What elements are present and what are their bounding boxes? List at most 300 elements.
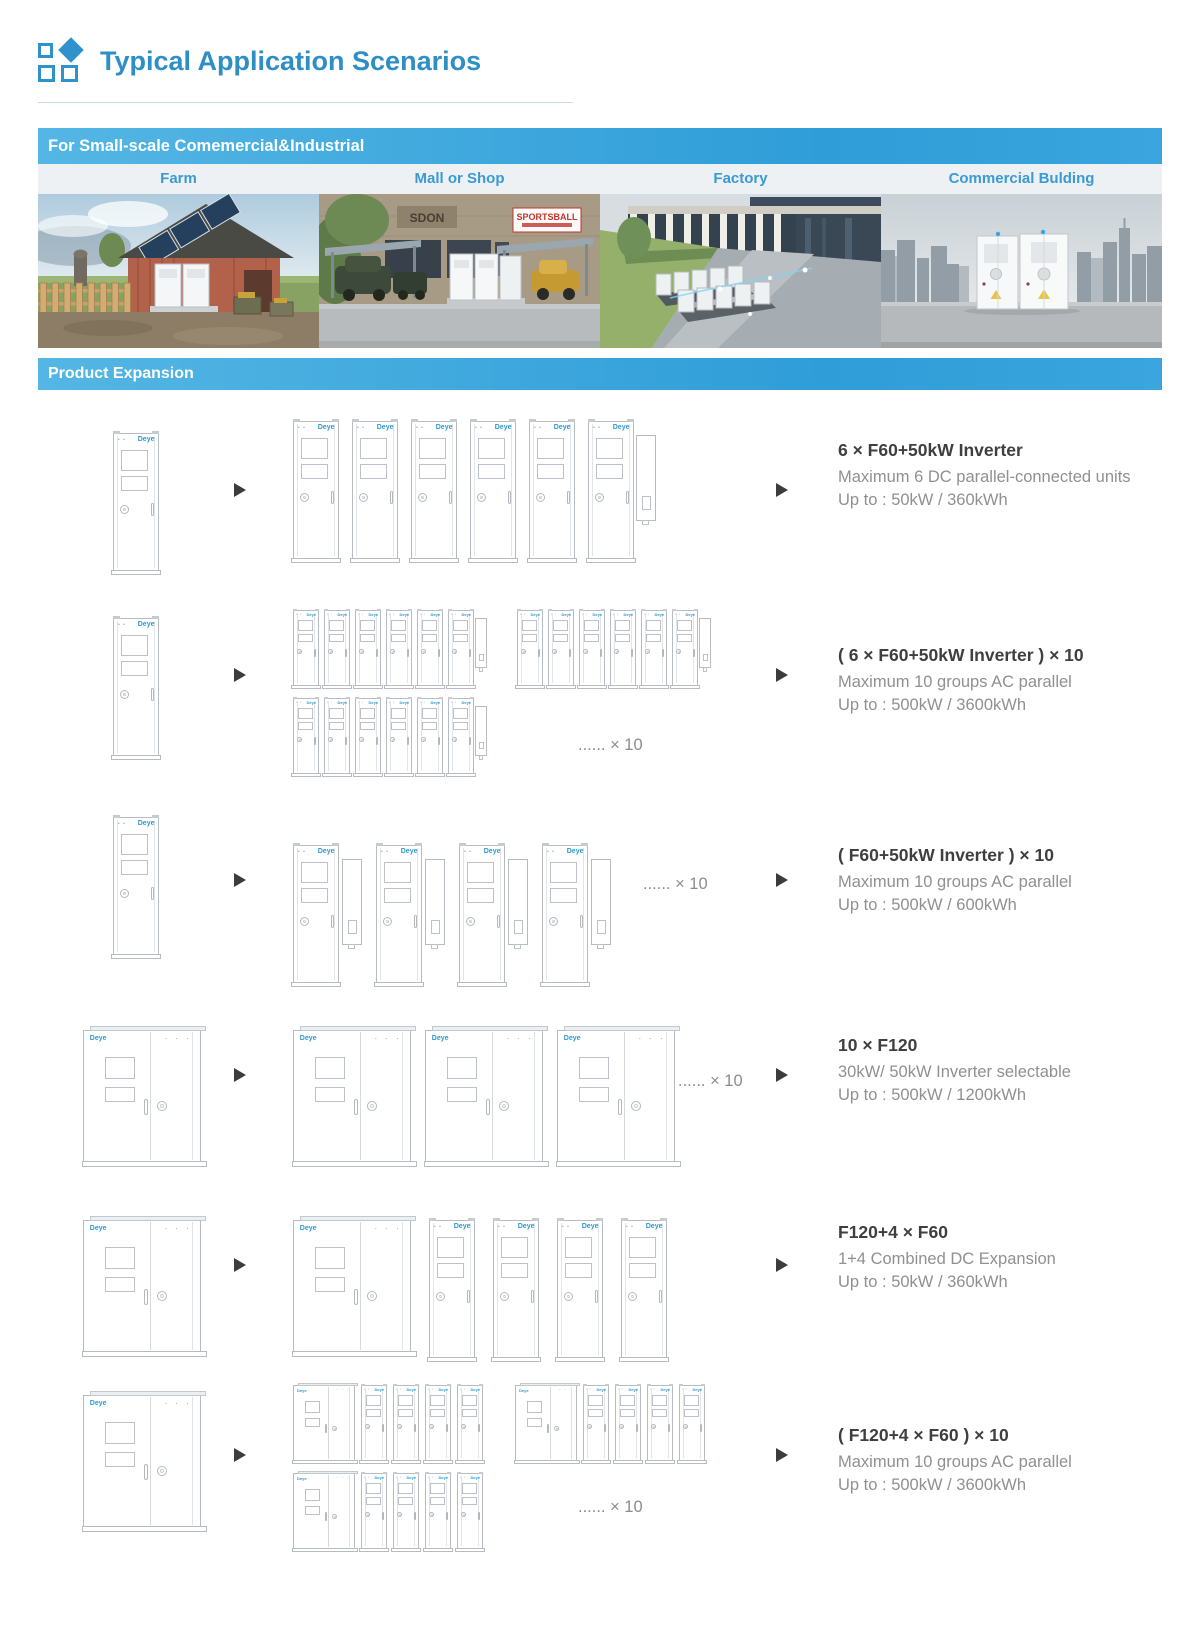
door-line <box>328 1475 329 1548</box>
cabinet-base <box>670 685 700 689</box>
cabinet-lid <box>564 1026 680 1031</box>
vent-panel <box>620 1395 635 1406</box>
door-handle <box>414 1512 416 1520</box>
cabinet-lid <box>298 1471 358 1474</box>
vent-panel <box>105 1087 135 1103</box>
brand-logo-label: Deye <box>692 1387 703 1393</box>
frame-line <box>474 424 475 556</box>
expansion-title: F120+4 × F60 <box>838 1222 948 1242</box>
cabinet-base <box>639 685 669 689</box>
brand-logo-label: Deye <box>645 1223 663 1231</box>
inverter-illustration <box>475 618 487 668</box>
vent-panel <box>462 1483 477 1494</box>
vent-panel <box>298 620 313 631</box>
frame-line <box>192 1032 193 1159</box>
lock-knob <box>683 1424 688 1429</box>
screw-dots: · · · <box>506 1033 534 1043</box>
screw-dots: • • <box>364 1475 371 1480</box>
lifting-cap <box>457 1472 461 1474</box>
vent-panel <box>366 1395 381 1406</box>
lifting-cap <box>627 419 634 422</box>
vent-panel <box>684 1409 699 1417</box>
lifting-cap <box>641 609 645 611</box>
frame-line <box>380 848 381 980</box>
brand-logo-label: Deye <box>297 1476 307 1482</box>
farm-photo <box>38 194 319 348</box>
lock-knob <box>328 737 333 742</box>
brand-logo-label: Deye <box>299 1224 317 1232</box>
lifting-cap <box>679 1384 683 1386</box>
lifting-cap <box>588 419 595 422</box>
expansion-cluster-illustration <box>293 1220 667 1370</box>
lifting-cap <box>448 697 452 699</box>
cabinet-slim-illustration <box>493 1220 539 1358</box>
cabinet-wide-illustration <box>557 1030 675 1162</box>
lifting-cap <box>393 1384 397 1386</box>
vent-panel <box>537 438 564 458</box>
brand-logo-label: Deye <box>623 612 634 618</box>
cabinet-base <box>322 773 352 777</box>
section-squares-icon <box>38 40 88 88</box>
brand-logo-label: Deye <box>374 1387 385 1393</box>
cabinet-slim-illustration <box>621 1220 667 1358</box>
door-handle <box>659 1290 662 1303</box>
cabinet-slim-illustration <box>615 1385 641 1461</box>
expansion-desc: 1+4 Combined DC Expansion <box>838 1250 1056 1268</box>
vent-panel <box>298 634 313 642</box>
inverter-part <box>597 944 603 949</box>
vent-panel <box>453 722 468 730</box>
screw-dots: · · · <box>164 1223 192 1233</box>
brand-logo-label: Deye <box>368 700 379 706</box>
lifting-cap <box>450 419 457 422</box>
brand-logo-label: Deye <box>297 1388 307 1394</box>
cabinet-base <box>619 1357 669 1362</box>
frame-line <box>402 1032 403 1159</box>
frame-line <box>154 436 155 568</box>
screw-dots: • • <box>682 1387 689 1392</box>
lock-knob <box>297 737 302 742</box>
lock-knob <box>436 1292 445 1301</box>
arrow-right-icon <box>234 873 246 887</box>
vent-panel <box>527 1418 543 1427</box>
lock-knob <box>631 1101 641 1111</box>
door-handle <box>547 1424 549 1433</box>
frame-line <box>117 820 118 952</box>
mall-scene-illustration <box>319 194 600 348</box>
vent-panel <box>419 438 446 458</box>
screw-dots: • • <box>415 424 424 431</box>
lifting-cap <box>579 609 583 611</box>
cabinet-slim-illustration <box>417 698 443 774</box>
inverter-part <box>597 920 606 933</box>
screw-dots: • • <box>551 612 558 617</box>
vent-panel <box>537 464 564 479</box>
lock-knob <box>300 917 309 926</box>
lifting-cap <box>479 1472 483 1474</box>
expansion-desc: Maximum 6 DC parallel-connected units <box>838 468 1131 486</box>
expansion-desc: Maximum 10 groups AC parallel <box>838 873 1072 891</box>
door-handle <box>438 737 440 745</box>
vent-panel <box>315 1277 345 1293</box>
cabinet-base <box>322 685 352 689</box>
door-line <box>360 1222 361 1349</box>
arrow-right-icon <box>776 1068 788 1082</box>
door-line <box>492 1032 493 1159</box>
lock-knob <box>583 649 588 654</box>
vent-panel <box>398 1483 413 1494</box>
cabinet-lid <box>300 1026 416 1031</box>
lifting-cap <box>425 1472 429 1474</box>
lifting-cap <box>596 1218 603 1221</box>
vent-panel <box>398 1409 413 1417</box>
lock-knob <box>367 1101 377 1111</box>
lifting-cap <box>393 1472 397 1474</box>
door-handle <box>595 1290 598 1303</box>
frame-line <box>533 424 534 556</box>
vent-panel <box>447 1087 477 1103</box>
lifting-cap <box>610 609 614 611</box>
frame-line <box>433 1223 434 1355</box>
lock-knob <box>587 1424 592 1429</box>
lifting-cap <box>113 431 120 434</box>
cabinet-base <box>556 1161 681 1167</box>
lock-knob <box>157 1466 167 1476</box>
screw-dots: • • <box>497 1223 506 1230</box>
frame-line <box>546 848 547 980</box>
screw-dots: • • <box>117 436 126 443</box>
door-handle <box>469 737 471 745</box>
screw-dots: • • <box>420 612 427 617</box>
brand-logo-label: Deye <box>581 1223 599 1231</box>
door-handle <box>567 491 570 504</box>
screw-dots: • • <box>618 1387 625 1392</box>
cabinet-slim-illustration <box>361 1473 387 1549</box>
arrow-right-icon <box>776 873 788 887</box>
vent-panel <box>329 722 344 730</box>
lifting-cap <box>415 843 422 846</box>
expansion-desc: Maximum 10 groups AC parallel <box>838 1453 1072 1471</box>
frame-line <box>625 1223 626 1355</box>
lifting-cap <box>542 843 549 846</box>
cabinet-base <box>424 1161 549 1167</box>
vent-panel <box>366 1483 381 1494</box>
vent-panel <box>615 634 630 642</box>
brand-logo-label: Deye <box>317 848 335 856</box>
lock-knob <box>595 493 604 502</box>
cabinet-base <box>423 1460 453 1464</box>
lifting-cap <box>672 609 676 611</box>
screw-dots: • • <box>428 1387 435 1392</box>
lifting-cap <box>355 697 359 699</box>
brand-logo-label: Deye <box>470 1475 481 1481</box>
lifting-cap <box>152 616 159 619</box>
door-handle <box>331 915 334 928</box>
door-handle <box>354 1099 358 1115</box>
cabinet-base <box>384 773 414 777</box>
door-line <box>150 1397 151 1524</box>
vent-panel <box>462 1395 477 1406</box>
door-handle <box>407 649 409 657</box>
cabinet-base <box>515 685 545 689</box>
vent-panel <box>646 634 661 642</box>
frame-line <box>192 1397 193 1524</box>
brand-logo-label: Deye <box>299 1034 317 1042</box>
inverter-part <box>348 944 354 949</box>
door-handle <box>414 1424 416 1432</box>
cabinet-slim-illustration <box>393 1473 419 1549</box>
expansion-cluster-illustration <box>293 610 711 786</box>
lock-knob <box>564 1292 573 1301</box>
cabinet-base <box>291 685 321 689</box>
multiplier-text: ...... × 10 <box>643 875 708 893</box>
door-line <box>150 1222 151 1349</box>
door-handle <box>478 1512 480 1520</box>
frame-line <box>154 621 155 753</box>
door-handle <box>604 1424 606 1432</box>
cabinet-base <box>613 1460 643 1464</box>
vent-panel <box>329 634 344 642</box>
screw-dots: · · · <box>374 1223 402 1233</box>
door-handle <box>376 737 378 745</box>
frame-line <box>356 424 357 556</box>
brand-logo-label: Deye <box>517 1223 535 1231</box>
screw-dots: • • <box>613 612 620 617</box>
vent-panel <box>596 464 623 479</box>
expansion-capacity: Up to : 500kW / 3600kWh <box>838 1476 1027 1495</box>
cabinet-base <box>427 1357 477 1362</box>
frame-line <box>511 424 512 556</box>
screw-dots: • • <box>592 424 601 431</box>
cabinet-base <box>546 685 576 689</box>
lifting-cap <box>425 1384 429 1386</box>
lock-knob <box>466 917 475 926</box>
expansion-cluster-illustration <box>293 1030 675 1174</box>
brand-logo-label: Deye <box>566 848 584 856</box>
lifting-cap <box>694 609 698 611</box>
lifting-cap <box>417 697 421 699</box>
inverter-part <box>703 654 708 662</box>
vent-panel <box>305 1506 321 1515</box>
cabinet-slim-illustration <box>411 421 457 559</box>
brand-logo-label: Deye <box>435 424 453 432</box>
door-handle <box>390 491 393 504</box>
door-handle <box>151 887 154 900</box>
lock-knob <box>536 493 545 502</box>
vent-panel <box>301 438 328 458</box>
cabinet-slim-illustration <box>324 610 350 686</box>
lifting-cap <box>448 609 452 611</box>
cabinet-base <box>291 982 341 987</box>
lifting-cap <box>557 1218 564 1221</box>
lifting-cap <box>570 609 574 611</box>
frame-line <box>629 424 630 556</box>
multiplier-text: ...... × 10 <box>578 736 643 754</box>
lifting-cap <box>152 431 159 434</box>
vent-panel <box>384 888 411 903</box>
brand-logo-label: Deye <box>628 1387 639 1393</box>
lifting-cap <box>417 609 421 611</box>
cabinet-base <box>359 1548 389 1552</box>
farm-scene-illustration <box>38 194 319 348</box>
vent-panel <box>579 1087 609 1103</box>
door-handle <box>668 1424 670 1432</box>
mall-photo <box>319 194 600 348</box>
vent-panel <box>384 862 411 882</box>
door-handle <box>407 737 409 745</box>
expansion-title: 10 × F120 <box>838 1035 918 1055</box>
lifting-cap <box>493 1218 500 1221</box>
expansion-title: ( F60+50kW Inverter ) × 10 <box>838 845 1054 865</box>
screw-dots: • • <box>327 612 334 617</box>
vent-panel <box>391 620 406 631</box>
frame-line <box>297 424 298 556</box>
door-handle <box>626 491 629 504</box>
expansion-desc: Maximum 10 groups AC parallel <box>838 673 1072 691</box>
vent-panel <box>419 464 446 479</box>
section-banner-product-expansion: Product Expansion <box>38 358 1162 390</box>
inverter-part <box>479 667 483 672</box>
cabinet-base <box>645 1460 675 1464</box>
lifting-cap <box>315 697 319 699</box>
brand-logo-label: Deye <box>406 1475 417 1481</box>
brand-logo-label: Deye <box>374 1475 385 1481</box>
lock-knob <box>614 649 619 654</box>
door-handle <box>508 491 511 504</box>
cabinet-slim-illustration <box>610 610 636 686</box>
vent-panel <box>462 1409 477 1417</box>
frame-line <box>662 1223 663 1355</box>
screw-dots: · · · <box>638 1033 666 1043</box>
door-handle <box>636 1424 638 1432</box>
screw-dots: · · · <box>374 1033 402 1043</box>
commercial-scene-illustration <box>881 194 1162 348</box>
cabinet-wide-illustration <box>83 1030 201 1162</box>
scene-label-factory: Factory <box>713 170 768 187</box>
door-handle <box>151 688 154 701</box>
door-handle <box>693 649 695 657</box>
scene-label-mall: Mall or Shop <box>414 170 505 187</box>
lock-knob <box>676 649 681 654</box>
arrow-right-icon <box>776 1258 788 1272</box>
arrow-right-icon <box>234 1068 246 1082</box>
lifting-cap <box>293 419 300 422</box>
screw-dots: • • <box>546 848 555 855</box>
door-handle <box>486 1099 490 1115</box>
cabinet-slim-illustration <box>557 1220 603 1358</box>
lock-knob <box>332 1426 337 1431</box>
expansion-info <box>838 1222 1168 1294</box>
vent-panel <box>467 888 494 903</box>
brand-logo-label: Deye <box>89 1034 107 1042</box>
lifting-cap <box>532 1218 539 1221</box>
sportsball-sign-text: SPORTSBALL <box>516 212 578 222</box>
cabinet-slim-illustration <box>517 610 543 686</box>
cabinet-base <box>82 1526 207 1532</box>
cabinet-wide-illustration <box>293 1220 411 1352</box>
inverter-part <box>431 920 440 933</box>
lifting-cap <box>637 1384 641 1386</box>
lock-knob <box>452 737 457 742</box>
door-line <box>150 1032 151 1159</box>
door-handle <box>449 491 452 504</box>
lock-knob <box>549 917 558 926</box>
vent-panel <box>437 1237 464 1257</box>
cabinet-base <box>391 1460 421 1464</box>
screw-dots: • • <box>389 700 396 705</box>
lock-knob <box>365 1512 370 1517</box>
scene-label-farm: Farm <box>160 170 197 187</box>
multiplier-text: ...... × 10 <box>678 1072 743 1090</box>
vent-panel <box>430 1497 445 1505</box>
cabinet-slim-illustration <box>548 610 574 686</box>
lifting-cap <box>293 609 297 611</box>
inverter-part <box>479 755 483 760</box>
vent-panel <box>422 708 437 719</box>
lifting-cap <box>429 1218 436 1221</box>
frame-line <box>534 1032 535 1159</box>
screw-dots: • • <box>650 1387 657 1392</box>
cabinet-lid <box>298 1383 358 1386</box>
door-handle <box>478 1424 480 1432</box>
cabinet-slim-illustration <box>113 433 159 571</box>
lifting-cap <box>376 843 383 846</box>
cabinet-slim-illustration <box>429 1220 475 1358</box>
scene-labels-row <box>38 164 1162 194</box>
lifting-cap <box>113 815 120 818</box>
base-unit-illustration <box>83 1220 201 1352</box>
door-handle <box>354 1289 358 1305</box>
lifting-cap <box>470 609 474 611</box>
screw-dots: • • <box>451 700 458 705</box>
lifting-cap <box>548 609 552 611</box>
inverter-illustration <box>475 706 487 756</box>
screw-dots: • • <box>433 1223 442 1230</box>
lifting-cap <box>361 1472 365 1474</box>
vent-panel <box>301 888 328 903</box>
lifting-cap <box>479 1384 483 1386</box>
cabinet-wide-illustration <box>293 1385 355 1461</box>
cabinet-slim-illustration <box>457 1385 483 1461</box>
cabinet-slim-illustration <box>470 421 516 559</box>
vent-panel <box>105 1277 135 1293</box>
brand-logo-label: Deye <box>563 1034 581 1042</box>
inverter-illustration <box>636 435 656 521</box>
vent-panel <box>553 634 568 642</box>
frame-line <box>534 1223 535 1355</box>
vent-panel <box>620 1409 635 1417</box>
cabinet-base <box>111 954 161 959</box>
cabinet-lid <box>90 1216 206 1221</box>
vent-panel <box>501 1237 528 1257</box>
frame-line <box>583 848 584 980</box>
screw-dots: • • <box>460 1475 467 1480</box>
lock-knob <box>383 917 392 926</box>
brand-logo-label: Deye <box>306 612 317 618</box>
screw-dots: • • <box>520 612 527 617</box>
cabinet-slim-illustration <box>679 1385 705 1461</box>
vent-panel <box>360 620 375 631</box>
arrow-right-icon <box>234 483 246 497</box>
brand-logo-label: Deye <box>399 612 410 618</box>
door-handle <box>382 1424 384 1432</box>
cabinet-slim-illustration <box>355 610 381 686</box>
lifting-cap <box>113 616 120 619</box>
lock-knob <box>367 1291 377 1301</box>
brand-logo-label: Deye <box>530 612 541 618</box>
vent-panel <box>553 620 568 631</box>
frame-line <box>349 1387 350 1460</box>
